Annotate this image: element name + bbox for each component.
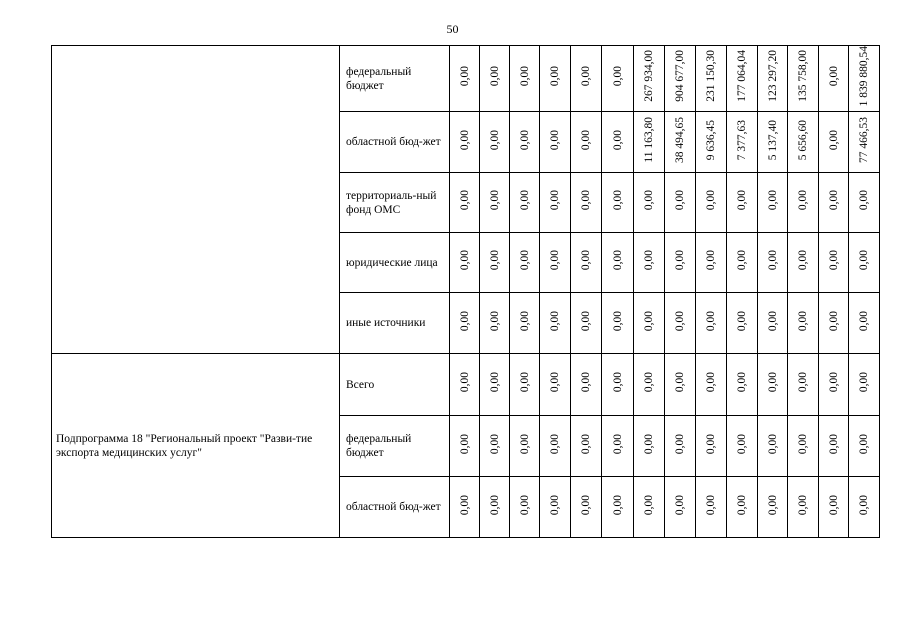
amount-value: 0,00: [858, 250, 870, 271]
amount-cell: [450, 112, 480, 173]
amount-cell: [634, 46, 665, 112]
table-row: [52, 46, 880, 112]
amount-value: 0,00: [736, 250, 748, 271]
funding-source-label: областной бюд-жет: [346, 501, 441, 514]
amount-value: 0,00: [766, 372, 779, 393]
amount-value: 0,00: [549, 250, 561, 271]
amount-cell: [696, 416, 727, 477]
amount-cell: [602, 46, 634, 112]
subprogram-name-cell: [52, 354, 340, 538]
amount-cell: [571, 416, 602, 477]
amount-value: 0,00: [643, 494, 655, 515]
amount-value: 5 137,40: [766, 119, 779, 160]
amount-value: 0,00: [674, 494, 686, 515]
amount-value: 0,00: [736, 190, 748, 211]
amount-value: 0,00: [488, 190, 501, 211]
amount-cell: [696, 233, 727, 293]
amount-value: 0,00: [827, 372, 840, 393]
amount-value: 0,00: [518, 494, 531, 515]
amount-cell: [819, 112, 849, 173]
amount-value: 77 466,53: [858, 116, 870, 163]
amount-value: 11 163,80: [643, 117, 655, 163]
amount-cell: [634, 293, 665, 354]
page-number: 50: [446, 22, 459, 36]
amount-cell: [450, 46, 480, 112]
amount-value: 0,00: [766, 310, 779, 331]
amount-cell: [602, 173, 634, 233]
amount-value: 0,00: [518, 129, 531, 150]
amount-value: 0,00: [488, 310, 501, 331]
amount-cell: [727, 46, 758, 112]
amount-cell: [788, 46, 819, 112]
amount-cell: [849, 233, 880, 293]
amount-value: 0,00: [611, 433, 624, 454]
amount-value: 0,00: [458, 494, 471, 515]
amount-cell: [480, 477, 510, 538]
amount-cell: [571, 354, 602, 416]
amount-value: 0,00: [705, 494, 717, 515]
amount-cell: [849, 46, 880, 112]
table-row: [52, 354, 880, 416]
funding-source-cell: [340, 416, 450, 477]
amount-cell: [665, 233, 696, 293]
amount-value: 0,00: [458, 129, 471, 150]
amount-value: 0,00: [611, 129, 624, 150]
amount-cell: [540, 293, 571, 354]
amount-value: 0,00: [458, 310, 471, 331]
amount-cell: [540, 46, 571, 112]
amount-value: 0,00: [674, 250, 686, 271]
amount-cell: [634, 173, 665, 233]
amount-value: 0,00: [580, 129, 592, 150]
amount-value: 0,00: [611, 250, 624, 271]
amount-cell: [819, 173, 849, 233]
amount-cell: [758, 173, 788, 233]
amount-cell: [788, 477, 819, 538]
amount-value: 0,00: [518, 310, 531, 331]
amount-value: 0,00: [643, 372, 655, 393]
amount-value: 7 377,63: [736, 119, 748, 160]
amount-value: 1 839 880,54: [858, 46, 870, 107]
amount-cell: [788, 173, 819, 233]
amount-value: 0,00: [797, 494, 809, 515]
amount-cell: [602, 233, 634, 293]
amount-cell: [602, 354, 634, 416]
amount-cell: [634, 477, 665, 538]
amount-cell: [450, 233, 480, 293]
amount-value: 0,00: [549, 190, 561, 211]
amount-cell: [727, 354, 758, 416]
amount-cell: [696, 173, 727, 233]
amount-cell: [540, 233, 571, 293]
amount-cell: [819, 293, 849, 354]
amount-cell: [634, 233, 665, 293]
amount-cell: [480, 46, 510, 112]
amount-cell: [819, 477, 849, 538]
amount-value: 0,00: [827, 310, 840, 331]
amount-cell: [758, 112, 788, 173]
amount-value: 0,00: [580, 190, 592, 211]
amount-cell: [510, 173, 540, 233]
amount-value: 0,00: [518, 190, 531, 211]
amount-cell: [665, 112, 696, 173]
subprogram-name: Подпрограмма 18 "Региональный проект "Разви-тие экспорта медицинских услуг": [56, 432, 313, 459]
amount-value: 0,00: [827, 433, 840, 454]
funding-source-label: областной бюд-жет: [346, 136, 441, 149]
amount-value: 0,00: [488, 129, 501, 150]
funding-source-label: юридические лица: [346, 256, 438, 269]
funding-source-cell: [340, 293, 450, 354]
amount-cell: [510, 416, 540, 477]
amount-value: 0,00: [827, 190, 840, 211]
amount-cell: [634, 354, 665, 416]
amount-value: 0,00: [797, 190, 809, 211]
amount-value: 0,00: [580, 433, 592, 454]
funding-source-label: федеральный бюджет: [346, 433, 412, 460]
amount-value: 0,00: [766, 190, 779, 211]
amount-cell: [571, 233, 602, 293]
amount-value: 0,00: [549, 129, 561, 150]
amount-cell: [634, 112, 665, 173]
amount-cell: [849, 416, 880, 477]
amount-value: 0,00: [797, 250, 809, 271]
amount-value: 0,00: [488, 433, 501, 454]
amount-cell: [602, 416, 634, 477]
amount-value: 0,00: [674, 372, 686, 393]
amount-value: 0,00: [736, 310, 748, 331]
amount-cell: [510, 293, 540, 354]
amount-cell: [696, 477, 727, 538]
amount-cell: [602, 112, 634, 173]
amount-cell: [696, 293, 727, 354]
amount-value: 0,00: [705, 310, 717, 331]
amount-value: 0,00: [518, 433, 531, 454]
amount-cell: [727, 173, 758, 233]
amount-value: 0,00: [488, 494, 501, 515]
amount-value: 0,00: [611, 494, 624, 515]
amount-cell: [727, 416, 758, 477]
amount-value: 0,00: [458, 66, 471, 87]
amount-value: 231 150,30: [705, 50, 717, 103]
amount-cell: [571, 477, 602, 538]
amount-cell: [758, 477, 788, 538]
amount-cell: [540, 112, 571, 173]
amount-value: 0,00: [766, 494, 779, 515]
amount-value: 0,00: [827, 66, 840, 87]
amount-cell: [450, 354, 480, 416]
amount-cell: [788, 416, 819, 477]
funding-source-cell: [340, 477, 450, 538]
amount-cell: [788, 354, 819, 416]
amount-value: 0,00: [549, 433, 561, 454]
amount-value: 0,00: [643, 433, 655, 454]
amount-cell: [480, 293, 510, 354]
amount-value: 0,00: [580, 372, 592, 393]
amount-cell: [696, 112, 727, 173]
amount-cell: [849, 112, 880, 173]
amount-value: 0,00: [549, 310, 561, 331]
amount-value: 0,00: [858, 190, 870, 211]
amount-value: 0,00: [518, 66, 531, 87]
amount-value: 123 297,20: [766, 50, 779, 103]
amount-value: 0,00: [827, 129, 840, 150]
amount-cell: [540, 477, 571, 538]
amount-value: 0,00: [736, 494, 748, 515]
amount-value: 0,00: [736, 433, 748, 454]
amount-value: 0,00: [858, 433, 870, 454]
amount-cell: [819, 416, 849, 477]
amount-value: 0,00: [488, 66, 501, 87]
amount-cell: [510, 477, 540, 538]
amount-value: 0,00: [611, 372, 624, 393]
amount-value: 0,00: [580, 310, 592, 331]
amount-cell: [849, 477, 880, 538]
amount-cell: [727, 112, 758, 173]
amount-cell: [696, 46, 727, 112]
amount-value: 0,00: [643, 310, 655, 331]
amount-cell: [480, 112, 510, 173]
amount-cell: [665, 416, 696, 477]
amount-value: 0,00: [858, 310, 870, 331]
funding-source-cell: [340, 112, 450, 173]
amount-value: 0,00: [643, 250, 655, 271]
amount-value: 0,00: [674, 190, 686, 211]
amount-value: 177 064,04: [736, 50, 748, 103]
amount-cell: [450, 416, 480, 477]
amount-value: 0,00: [611, 66, 624, 87]
amount-cell: [665, 293, 696, 354]
amount-value: 904 677,00: [674, 50, 686, 103]
amount-value: 0,00: [674, 310, 686, 331]
amount-value: 0,00: [458, 372, 471, 393]
amount-value: 9 636,45: [705, 119, 717, 160]
budget-table: [51, 45, 880, 538]
amount-value: 0,00: [858, 372, 870, 393]
amount-value: 0,00: [705, 190, 717, 211]
amount-cell: [758, 293, 788, 354]
amount-value: 0,00: [458, 433, 471, 454]
amount-value: 0,00: [766, 250, 779, 271]
amount-value: 0,00: [705, 250, 717, 271]
amount-cell: [696, 354, 727, 416]
amount-cell: [819, 354, 849, 416]
amount-cell: [480, 233, 510, 293]
amount-value: 0,00: [736, 372, 748, 393]
subprogram-name-cell: [52, 46, 340, 354]
amount-cell: [510, 354, 540, 416]
amount-cell: [665, 173, 696, 233]
amount-cell: [665, 46, 696, 112]
funding-source-label: Всего: [346, 378, 375, 391]
funding-source-cell: [340, 173, 450, 233]
amount-cell: [510, 112, 540, 173]
amount-value: 0,00: [458, 190, 471, 211]
amount-value: 0,00: [643, 190, 655, 211]
amount-cell: [665, 477, 696, 538]
amount-cell: [727, 477, 758, 538]
funding-source-cell: [340, 46, 450, 112]
amount-value: 0,00: [518, 372, 531, 393]
amount-cell: [540, 416, 571, 477]
amount-cell: [849, 293, 880, 354]
funding-source-cell: [340, 354, 450, 416]
amount-cell: [510, 233, 540, 293]
amount-value: 0,00: [797, 310, 809, 331]
amount-value: 0,00: [705, 433, 717, 454]
amount-value: 0,00: [518, 250, 531, 271]
amount-cell: [450, 293, 480, 354]
amount-cell: [819, 233, 849, 293]
amount-value: 135 758,00: [797, 50, 809, 103]
amount-cell: [480, 416, 510, 477]
amount-value: 38 494,65: [674, 116, 686, 163]
amount-cell: [727, 233, 758, 293]
amount-value: 267 934,00: [643, 50, 655, 103]
amount-cell: [727, 293, 758, 354]
funding-source-label: иные источники: [346, 317, 426, 330]
amount-value: 0,00: [458, 250, 471, 271]
amount-value: 0,00: [549, 66, 561, 87]
amount-value: 0,00: [766, 433, 779, 454]
amount-cell: [758, 233, 788, 293]
amount-cell: [571, 293, 602, 354]
amount-value: 0,00: [797, 433, 809, 454]
amount-cell: [788, 293, 819, 354]
amount-cell: [849, 173, 880, 233]
amount-cell: [819, 46, 849, 112]
amount-value: 0,00: [580, 494, 592, 515]
amount-value: 0,00: [580, 66, 592, 87]
amount-cell: [540, 173, 571, 233]
funding-source-cell: [340, 233, 450, 293]
amount-value: 0,00: [674, 433, 686, 454]
amount-cell: [849, 354, 880, 416]
amount-cell: [758, 354, 788, 416]
amount-cell: [665, 354, 696, 416]
amount-cell: [602, 293, 634, 354]
amount-cell: [450, 477, 480, 538]
amount-value: 5 656,60: [797, 119, 809, 160]
amount-cell: [758, 46, 788, 112]
amount-value: 0,00: [488, 250, 501, 271]
amount-value: 0,00: [611, 310, 624, 331]
amount-cell: [788, 233, 819, 293]
amount-cell: [510, 46, 540, 112]
amount-value: 0,00: [858, 494, 870, 515]
amount-cell: [480, 354, 510, 416]
amount-cell: [634, 416, 665, 477]
amount-value: 0,00: [580, 250, 592, 271]
amount-cell: [571, 46, 602, 112]
amount-value: 0,00: [705, 372, 717, 393]
amount-cell: [480, 173, 510, 233]
amount-value: 0,00: [549, 372, 561, 393]
amount-value: 0,00: [827, 250, 840, 271]
amount-cell: [758, 416, 788, 477]
amount-value: 0,00: [827, 494, 840, 515]
amount-cell: [571, 112, 602, 173]
amount-value: 0,00: [611, 190, 624, 211]
amount-value: 0,00: [549, 494, 561, 515]
amount-value: 0,00: [797, 372, 809, 393]
amount-cell: [788, 112, 819, 173]
amount-cell: [602, 477, 634, 538]
funding-source-label: территориаль-ный фонд ОМС: [346, 189, 437, 216]
funding-source-label: федеральный бюджет: [346, 65, 412, 92]
amount-cell: [571, 173, 602, 233]
amount-cell: [450, 173, 480, 233]
amount-cell: [540, 354, 571, 416]
amount-value: 0,00: [488, 372, 501, 393]
